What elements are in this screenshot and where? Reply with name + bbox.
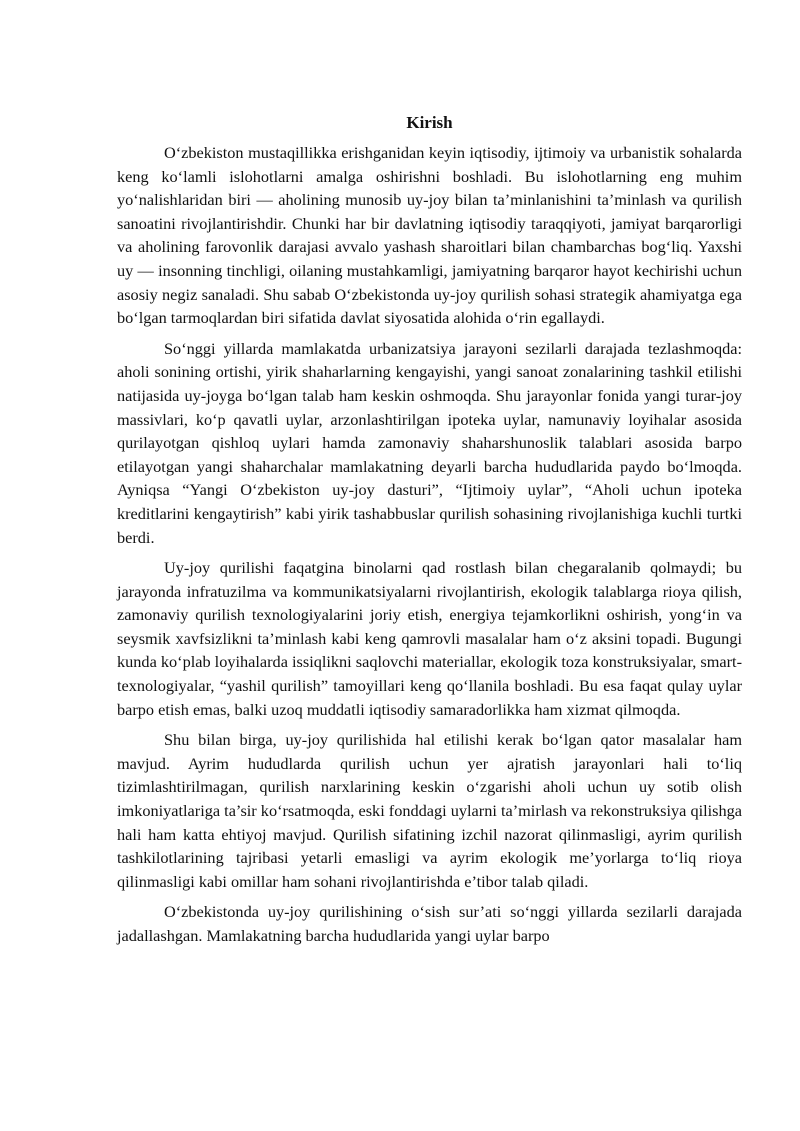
paragraph-2: So‘nggi yillarda mamlakatda urbanizatsiya jarayoni sezilarli darajada tezlashmoqda: aholi sonining ortishi, yirik shaharlarning kengayishi, yangi sanoat zonalarining tashkil etilishi natijasida uy-joyga bo‘lgan talab ham keskin oshmoqda. Shu jarayonlar fonida yangi turar-joy massivlari, ko‘p qavatli uylar, arzonlashtirilgan ipoteka uylar, namunaviy loyihalar asosida qurilayotgan qishloq uylari hamda zamonaviy shaharshunoslik talablari asosida barpo etilayotgan yangi shaharchalar mamlakatning deyarli barcha hududlarida paydo bo‘lmoqda. Ayniqsa “Yangi O‘zbekiston uy-joy dasturi”, “Ijtimoiy uylar”, “Aholi uchun ipoteka kreditlarini kengaytirish” kabi yirik tashabbuslar qurilish sohasining rivojlanishiga kuchli turtki berdi. (117, 338, 742, 547)
paragraph-1: O‘zbekiston mustaqillikka erishganidan keyin iqtisodiy, ijtimoiy va urbanistik sohalarda keng ko‘lamli islohotlarni amalga oshirishni boshladi. Bu islohotlarning eng muhim yo‘nalishlaridan biri — aholining munosib uy-joy bilan ta’minlanishini ta’minlash va qurilish sanoatini rivojlantirishdir. Chunki har bir davlatning iqtisodiy taraqqiyoti, jamiyat barqarorligi va aholining farovonlik darajasi avvalo yashash sharoitlari bilan chambarchas bog‘liq. Yaxshi uy — insonning tinchligi, oilaning mustahkamligi, jamiyatning barqaror hayot kechirishi uchun asosiy negiz sanaladi. Shu sabab O‘zbekistonda uy-joy qurilish sohasi strategik ahamiyatga ega bo‘lgan tarmoqlardan biri sifatida davlat siyosatida alohida o‘rin egallaydi. (117, 143, 742, 328)
paragraph-4: Shu bilan birga, uy-joy qurilishida hal etilishi kerak bo‘lgan qator masalalar ham mavjud. Ayrim hududlarda qurilish uchun yer ajratish jarayonlari hali to‘liq tizimlashtirilmagan, qurilish narxlarining keskin o‘zgarishi aholi uchun uy sotib olish imkoniyatlariga ta’sir ko‘rsatmoqda, eski fonddagi uylarni ta’mirlash va rekonstruksiya qilishga hali ham katta ehtiyoj mavjud. Qurilish sifatining izchil nazorat qilinmasligi, ayrim qurilish tashkilotlarining tajribasi yetarli emasligi va ayrim ekologik me’yorlarga to‘liq rioya qilinmasligi kabi omillar ham sohani rivojlantirishda e’tibor talab qiladi. (117, 730, 742, 891)
paragraph-3: Uy-joy qurilishi faqatgina binolarni qad rostlash bilan chegaralanib qolmaydi; bu jarayonda infratuzilma va kommunikatsiyalarni rivojlantirish, ekologik talablarga rioya qilish, zamonaviy qurilish texnologiyalarini joriy etish, energiya tejamkorlikni oshirish, yong‘in va seysmik xavfsizlikni ta’minlash kabi keng qamrovli masalalar ham o‘z aksini topadi. Bugungi kunda ko‘plab loyihalarda issiqlikni saqlovchi materiallar, ekologik toza konstruksiyalar, smart-texnologiyalar, “yashil qurilish” tamoyillari keng qo‘llanila boshladi. Bu esa faqat qulay uylar barpo etish emas, balki uzoq muddatli iqtisodiy samaradorlikka ham xizmat qilmoqda. (117, 558, 742, 719)
paragraph-5: O‘zbekistonda uy-joy qurilishining o‘sish sur’ati so‘nggi yillarda sezilarli darajada jadallashgan. Mamlakatning barcha hududlarida yangi uylar barpo (117, 902, 742, 945)
page-title: Kirish (406, 113, 453, 132)
document-page (117, 112, 742, 955)
